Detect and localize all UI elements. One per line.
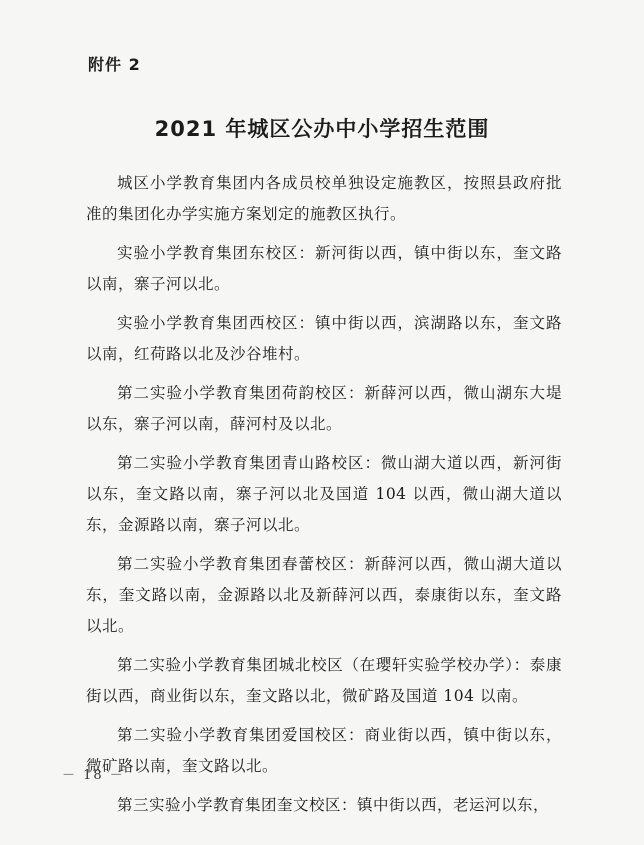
paragraph-intro: 城区小学教育集团内各成员校单独设定施教区，按照县政府批准的集团化办学实施方案划定的施教区执行。 [86,174,562,223]
paragraph-shiyan-west: 实验小学教育集团西校区：镇中街以西，滨湖路以东，奎文路以南，红荷路以北及沙谷堆村。 [86,314,562,363]
paragraph-chunlei: 第二实验小学教育集团春蕾校区：新薛河以西，微山湖大道以东，奎文路以南，金源路以北及新薛河以西，泰康街以东，奎文路以北。 [86,555,562,635]
document-body [86,168,562,829]
paragraph-qingshanlu: 第二实验小学教育集团青山路校区：微山湖大道以西，新河街以东，奎文路以南，寨子河以北及国道 104 以西，微山湖大道以东，金源路以南，寨子河以北。 [86,454,562,534]
page-number: － 18 － [62,768,125,783]
paragraph-shiyan-east: 实验小学教育集团东校区：新河街以西，镇中街以东，奎文路以南，寨子河以北。 [86,244,562,293]
paragraph-heyun: 第二实验小学教育集团荷韵校区：新薛河以西，微山湖东大堤以东，寨子河以南，薛河村及以北。 [86,384,562,433]
paragraph-chengbei: 第二实验小学教育集团城北校区（在璎轩实验学校办学）：泰康街以西，商业街以东，奎文路以北，微矿路及国道 104 以南。 [86,656,562,705]
paragraph-kuiwen: 第三实验小学教育集团奎文校区：镇中街以西，老运河以东， [117,796,550,814]
document-title: 2021 年城区公办中小学招生范围 [154,117,490,141]
attachment-label: 附件 2 [88,55,141,74]
paragraph-aiguo: 第二实验小学教育集团爱国校区：商业街以西，镇中街以东，微矿路以南，奎文路以北。 [86,726,562,775]
